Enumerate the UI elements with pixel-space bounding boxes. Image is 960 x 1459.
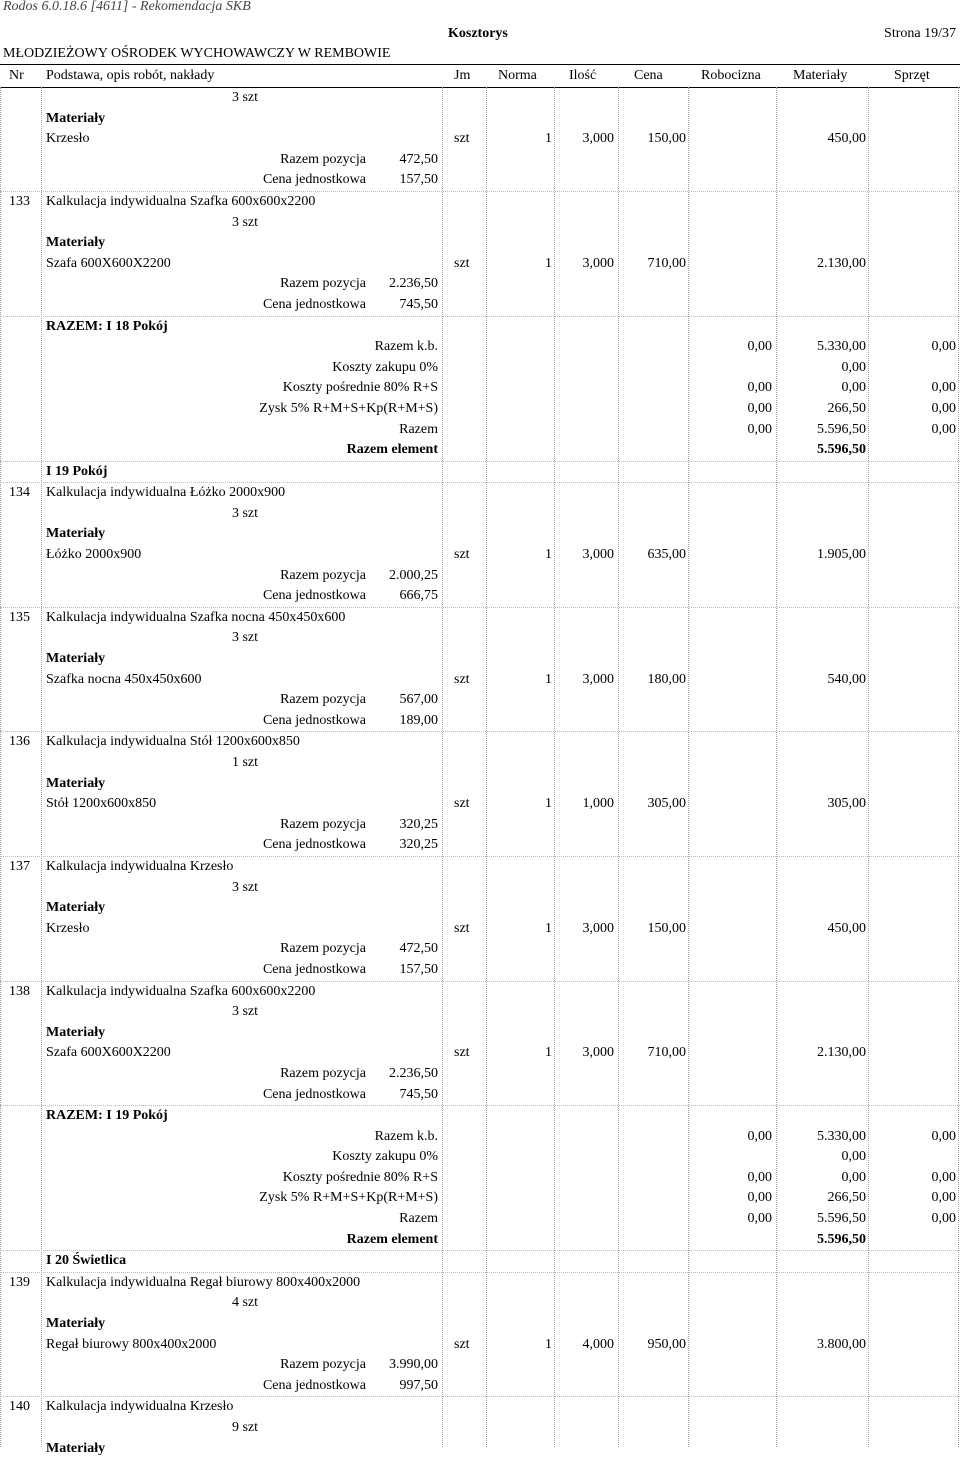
position-description: Kalkulacja indywidualna Szafka 600x600x2200 — [46, 193, 316, 209]
summary-value: 472,50 — [399, 151, 438, 167]
element-total-label: Razem element — [346, 1231, 438, 1247]
total-materialy: 0,00 — [841, 359, 866, 375]
organization-name: MŁODZIEŻOWY OŚRODEK WYCHOWAWCZY W REMBOWIE — [3, 46, 391, 61]
material-quantity: 3,000 — [582, 131, 614, 147]
document-title: Kosztorys — [448, 26, 508, 41]
material-value: 1.905,00 — [817, 547, 866, 563]
position-summary-row — [0, 960, 960, 981]
material-name: Krzesło — [46, 131, 90, 147]
material-unit: szt — [454, 671, 470, 687]
position-row — [0, 856, 960, 878]
summary-value: 189,00 — [399, 712, 438, 728]
position-row — [0, 731, 960, 753]
total-sprzet: 0,00 — [931, 380, 956, 396]
summary-label: Razem pozycja — [280, 151, 366, 167]
total-row — [0, 1188, 960, 1209]
materials-label: Materiały — [46, 235, 106, 251]
position-number: 136 — [9, 734, 30, 750]
total-sprzet: 0,00 — [931, 1128, 956, 1144]
materials-label: Materiały — [46, 651, 106, 667]
total-sprzet: 0,00 — [931, 400, 956, 416]
quantity-row — [0, 88, 960, 109]
summary-value: 745,50 — [399, 296, 438, 312]
total-sprzet: 0,00 — [931, 1190, 956, 1206]
total-materialy: 266,50 — [827, 1190, 866, 1206]
material-norma: 1 — [545, 920, 552, 936]
col-nr: Nr — [9, 68, 24, 83]
total-materialy: 5.330,00 — [817, 339, 866, 355]
quantity-row — [0, 1418, 960, 1439]
total-label: Koszty pośrednie 80% R+S — [282, 380, 438, 396]
summary-label: Razem pozycja — [280, 1357, 366, 1373]
summary-value: 666,75 — [399, 588, 438, 604]
material-quantity: 3,000 — [582, 920, 614, 936]
summary-value: 997,50 — [399, 1377, 438, 1393]
position-row — [0, 981, 960, 1003]
total-robocizna: 0,00 — [747, 421, 772, 437]
material-quantity: 3,000 — [582, 547, 614, 563]
material-price: 950,00 — [647, 1336, 686, 1352]
material-norma: 1 — [545, 255, 552, 271]
total-label: Razem k.b. — [374, 339, 438, 355]
cost-table-body — [0, 88, 960, 1459]
position-number: 137 — [9, 858, 30, 874]
position-summary-row — [0, 150, 960, 171]
total-materialy: 5.330,00 — [817, 1128, 866, 1144]
total-label: Razem — [399, 1211, 438, 1227]
materials-label: Materiały — [46, 1440, 106, 1456]
position-summary-row — [0, 1085, 960, 1106]
position-number: 134 — [9, 485, 30, 501]
position-description: Kalkulacja indywidualna Krzesło — [46, 1399, 234, 1415]
total-sprzet: 0,00 — [931, 339, 956, 355]
material-row — [0, 545, 960, 566]
material-row — [0, 919, 960, 940]
col-robocizna: Robocizna — [701, 68, 761, 83]
material-price: 710,00 — [647, 1045, 686, 1061]
summary-value: 567,00 — [399, 692, 438, 708]
material-price: 150,00 — [647, 920, 686, 936]
page-number: Strona 19/37 — [884, 26, 956, 41]
material-row — [0, 254, 960, 275]
position-summary-row — [0, 566, 960, 587]
quantity-text: 3 szt — [231, 214, 258, 230]
material-unit: szt — [454, 796, 470, 812]
material-unit: szt — [454, 255, 470, 271]
summary-label: Cena jednostkowa — [262, 172, 366, 188]
position-summary-row — [0, 295, 960, 316]
material-unit: szt — [454, 1336, 470, 1352]
total-sprzet: 0,00 — [931, 1169, 956, 1185]
total-row — [0, 1127, 960, 1148]
position-summary-row — [0, 690, 960, 711]
summary-label: Cena jednostkowa — [262, 1377, 366, 1393]
section-row — [0, 316, 960, 338]
col-materialy: Materiały — [793, 68, 848, 83]
summary-label: Razem pozycja — [280, 941, 366, 957]
position-summary-row — [0, 1355, 960, 1376]
material-unit: szt — [454, 131, 470, 147]
total-materialy: 0,00 — [841, 380, 866, 396]
quantity-row — [0, 1293, 960, 1314]
total-sprzet: 0,00 — [931, 1211, 956, 1227]
material-row — [0, 670, 960, 691]
material-value: 540,00 — [827, 671, 866, 687]
total-label: Koszty zakupu 0% — [332, 359, 438, 375]
material-value: 450,00 — [827, 920, 866, 936]
total-label: Zysk 5% R+M+S+Kp(R+M+S) — [259, 400, 438, 416]
quantity-text: 3 szt — [231, 1004, 258, 1020]
col-jm: Jm — [454, 68, 471, 83]
col-description: Podstawa, opis robót, nakłady — [46, 68, 215, 83]
total-materialy: 0,00 — [841, 1149, 866, 1165]
summary-label: Cena jednostkowa — [262, 712, 366, 728]
section-title: I 19 Pokój — [46, 463, 108, 479]
summary-label: Razem pozycja — [280, 692, 366, 708]
total-label: Razem — [399, 421, 438, 437]
summary-label: Razem pozycja — [280, 567, 366, 583]
materials-label: Materiały — [46, 900, 106, 916]
summary-value: 472,50 — [399, 941, 438, 957]
position-summary-row — [0, 1376, 960, 1397]
materials-label-row — [0, 1439, 960, 1459]
material-value: 305,00 — [827, 796, 866, 812]
total-robocizna: 0,00 — [747, 1128, 772, 1144]
summary-value: 157,50 — [399, 172, 438, 188]
material-name: Stół 1200x600x850 — [46, 796, 157, 812]
material-name: Krzesło — [46, 920, 90, 936]
total-row — [0, 399, 960, 420]
material-row — [0, 129, 960, 150]
material-quantity: 4,000 — [582, 1336, 614, 1352]
material-row — [0, 794, 960, 815]
material-unit: szt — [454, 920, 470, 936]
material-price: 635,00 — [647, 547, 686, 563]
section-title: I 20 Świetlica — [46, 1253, 127, 1269]
material-value: 3.800,00 — [817, 1336, 866, 1352]
element-total-value: 5.596,50 — [817, 442, 866, 458]
quantity-row — [0, 628, 960, 649]
position-number: 138 — [9, 983, 30, 999]
total-robocizna: 0,00 — [747, 380, 772, 396]
position-description: Kalkulacja indywidualna Stół 1200x600x850 — [46, 734, 300, 750]
total-robocizna: 0,00 — [747, 400, 772, 416]
total-materialy: 5.596,50 — [817, 421, 866, 437]
position-description: Kalkulacja indywidualna Szafka 600x600x2200 — [46, 983, 316, 999]
materials-label-row — [0, 1023, 960, 1044]
summary-value: 3.990,00 — [389, 1357, 438, 1373]
position-description: Kalkulacja indywidualna Szafka nocna 450x450x600 — [46, 609, 346, 625]
material-norma: 1 — [545, 1045, 552, 1061]
element-total-row — [0, 440, 960, 461]
summary-value: 320,25 — [399, 816, 438, 832]
material-name: Szafka nocna 450x450x600 — [46, 671, 202, 687]
material-price: 710,00 — [647, 255, 686, 271]
material-name: Regał biurowy 800x400x2000 — [46, 1336, 217, 1352]
total-materialy: 0,00 — [841, 1169, 866, 1185]
position-description: Kalkulacja indywidualna Krzesło — [46, 858, 234, 874]
materials-label: Materiały — [46, 775, 106, 791]
section-title: RAZEM: I 19 Pokój — [46, 1108, 168, 1124]
position-row — [0, 607, 960, 629]
material-quantity: 1,000 — [582, 796, 614, 812]
material-norma: 1 — [545, 1336, 552, 1352]
element-total-row — [0, 1230, 960, 1251]
position-summary-row — [0, 835, 960, 856]
position-number: 139 — [9, 1274, 30, 1290]
position-summary-row — [0, 274, 960, 295]
position-summary-row — [0, 586, 960, 607]
total-label: Koszty zakupu 0% — [332, 1149, 438, 1165]
total-row — [0, 1209, 960, 1230]
summary-label: Cena jednostkowa — [262, 837, 366, 853]
materials-label: Materiały — [46, 110, 106, 126]
quantity-row — [0, 504, 960, 525]
material-norma: 1 — [545, 796, 552, 812]
col-cena: Cena — [634, 68, 663, 83]
position-summary-row — [0, 711, 960, 732]
total-row — [0, 337, 960, 358]
material-norma: 1 — [545, 671, 552, 687]
summary-label: Cena jednostkowa — [262, 961, 366, 977]
total-label: Razem k.b. — [374, 1128, 438, 1144]
summary-label: Razem pozycja — [280, 276, 366, 292]
materials-label: Materiały — [46, 526, 106, 542]
summary-label: Razem pozycja — [280, 816, 366, 832]
position-number: 135 — [9, 609, 30, 625]
total-row — [0, 378, 960, 399]
column-header-row — [0, 64, 960, 88]
materials-label: Materiały — [46, 1316, 106, 1332]
summary-label: Razem pozycja — [280, 1065, 366, 1081]
total-row — [0, 358, 960, 379]
summary-value: 2.000,25 — [389, 567, 438, 583]
total-sprzet: 0,00 — [931, 421, 956, 437]
material-unit: szt — [454, 547, 470, 563]
quantity-text: 3 szt — [231, 879, 258, 895]
material-row — [0, 1335, 960, 1356]
quantity-text: 3 szt — [231, 90, 258, 105]
total-row — [0, 1147, 960, 1168]
quantity-text: 9 szt — [231, 1420, 258, 1435]
section-row — [0, 1105, 960, 1127]
material-name: Łóżko 2000x900 — [46, 547, 142, 563]
col-norma: Norma — [498, 68, 537, 83]
material-price: 180,00 — [647, 671, 686, 687]
total-row — [0, 420, 960, 441]
material-name: Szafa 600X600X2200 — [46, 255, 171, 271]
element-total-value: 5.596,50 — [817, 1231, 866, 1247]
total-materialy: 5.596,50 — [817, 1211, 866, 1227]
materials-label-row — [0, 109, 960, 130]
material-quantity: 3,000 — [582, 1045, 614, 1061]
position-number: 140 — [9, 1399, 30, 1415]
material-price: 150,00 — [647, 131, 686, 147]
quantity-row — [0, 753, 960, 774]
material-quantity: 3,000 — [582, 255, 614, 271]
total-label: Koszty pośrednie 80% R+S — [282, 1169, 438, 1185]
material-value: 450,00 — [827, 131, 866, 147]
material-row — [0, 1043, 960, 1064]
position-row — [0, 191, 960, 213]
total-label: Zysk 5% R+M+S+Kp(R+M+S) — [259, 1190, 438, 1206]
material-norma: 1 — [545, 131, 552, 147]
section-row — [0, 461, 960, 483]
material-norma: 1 — [545, 547, 552, 563]
position-description: Kalkulacja indywidualna Regał biurowy 800x400x2000 — [46, 1274, 361, 1290]
materials-label-row — [0, 649, 960, 670]
position-summary-row — [0, 815, 960, 836]
position-summary-row — [0, 939, 960, 960]
materials-label-row — [0, 898, 960, 919]
total-robocizna: 0,00 — [747, 1169, 772, 1185]
position-description: Kalkulacja indywidualna Łóżko 2000x900 — [46, 485, 286, 501]
material-value: 2.130,00 — [817, 1045, 866, 1061]
position-summary-row — [0, 170, 960, 191]
summary-value: 745,50 — [399, 1086, 438, 1102]
materials-label-row — [0, 774, 960, 795]
quantity-row — [0, 1002, 960, 1023]
summary-value: 2.236,50 — [389, 276, 438, 292]
position-row — [0, 482, 960, 504]
summary-value: 2.236,50 — [389, 1065, 438, 1081]
element-total-label: Razem element — [346, 442, 438, 458]
materials-label-row — [0, 1314, 960, 1335]
position-row — [0, 1396, 960, 1418]
summary-label: Cena jednostkowa — [262, 296, 366, 312]
quantity-row — [0, 878, 960, 899]
materials-label-row — [0, 524, 960, 545]
section-title: RAZEM: I 18 Pokój — [46, 318, 168, 334]
position-summary-row — [0, 1064, 960, 1085]
total-robocizna: 0,00 — [747, 339, 772, 355]
col-ilosc: Ilość — [569, 68, 597, 83]
material-value: 2.130,00 — [817, 255, 866, 271]
section-row — [0, 1250, 960, 1272]
total-row — [0, 1168, 960, 1189]
summary-value: 157,50 — [399, 961, 438, 977]
materials-label-row — [0, 233, 960, 254]
material-quantity: 3,000 — [582, 671, 614, 687]
total-materialy: 266,50 — [827, 400, 866, 416]
quantity-text: 3 szt — [231, 505, 258, 521]
position-row — [0, 1272, 960, 1294]
app-title: Rodos 6.0.18.6 [4611] - Rekomendacja SKB — [3, 0, 251, 14]
quantity-text: 1 szt — [231, 755, 258, 770]
total-robocizna: 0,00 — [747, 1211, 772, 1227]
material-unit: szt — [454, 1045, 470, 1061]
position-number: 133 — [9, 193, 30, 209]
quantity-row — [0, 213, 960, 234]
summary-value: 320,25 — [399, 837, 438, 853]
quantity-text: 4 szt — [231, 1295, 258, 1311]
col-sprzet: Sprzęt — [894, 68, 930, 83]
material-price: 305,00 — [647, 796, 686, 812]
quantity-text: 3 szt — [231, 630, 258, 646]
total-robocizna: 0,00 — [747, 1190, 772, 1206]
summary-label: Cena jednostkowa — [262, 1086, 366, 1102]
materials-label: Materiały — [46, 1024, 106, 1040]
summary-label: Cena jednostkowa — [262, 588, 366, 604]
material-name: Szafa 600X600X2200 — [46, 1045, 171, 1061]
